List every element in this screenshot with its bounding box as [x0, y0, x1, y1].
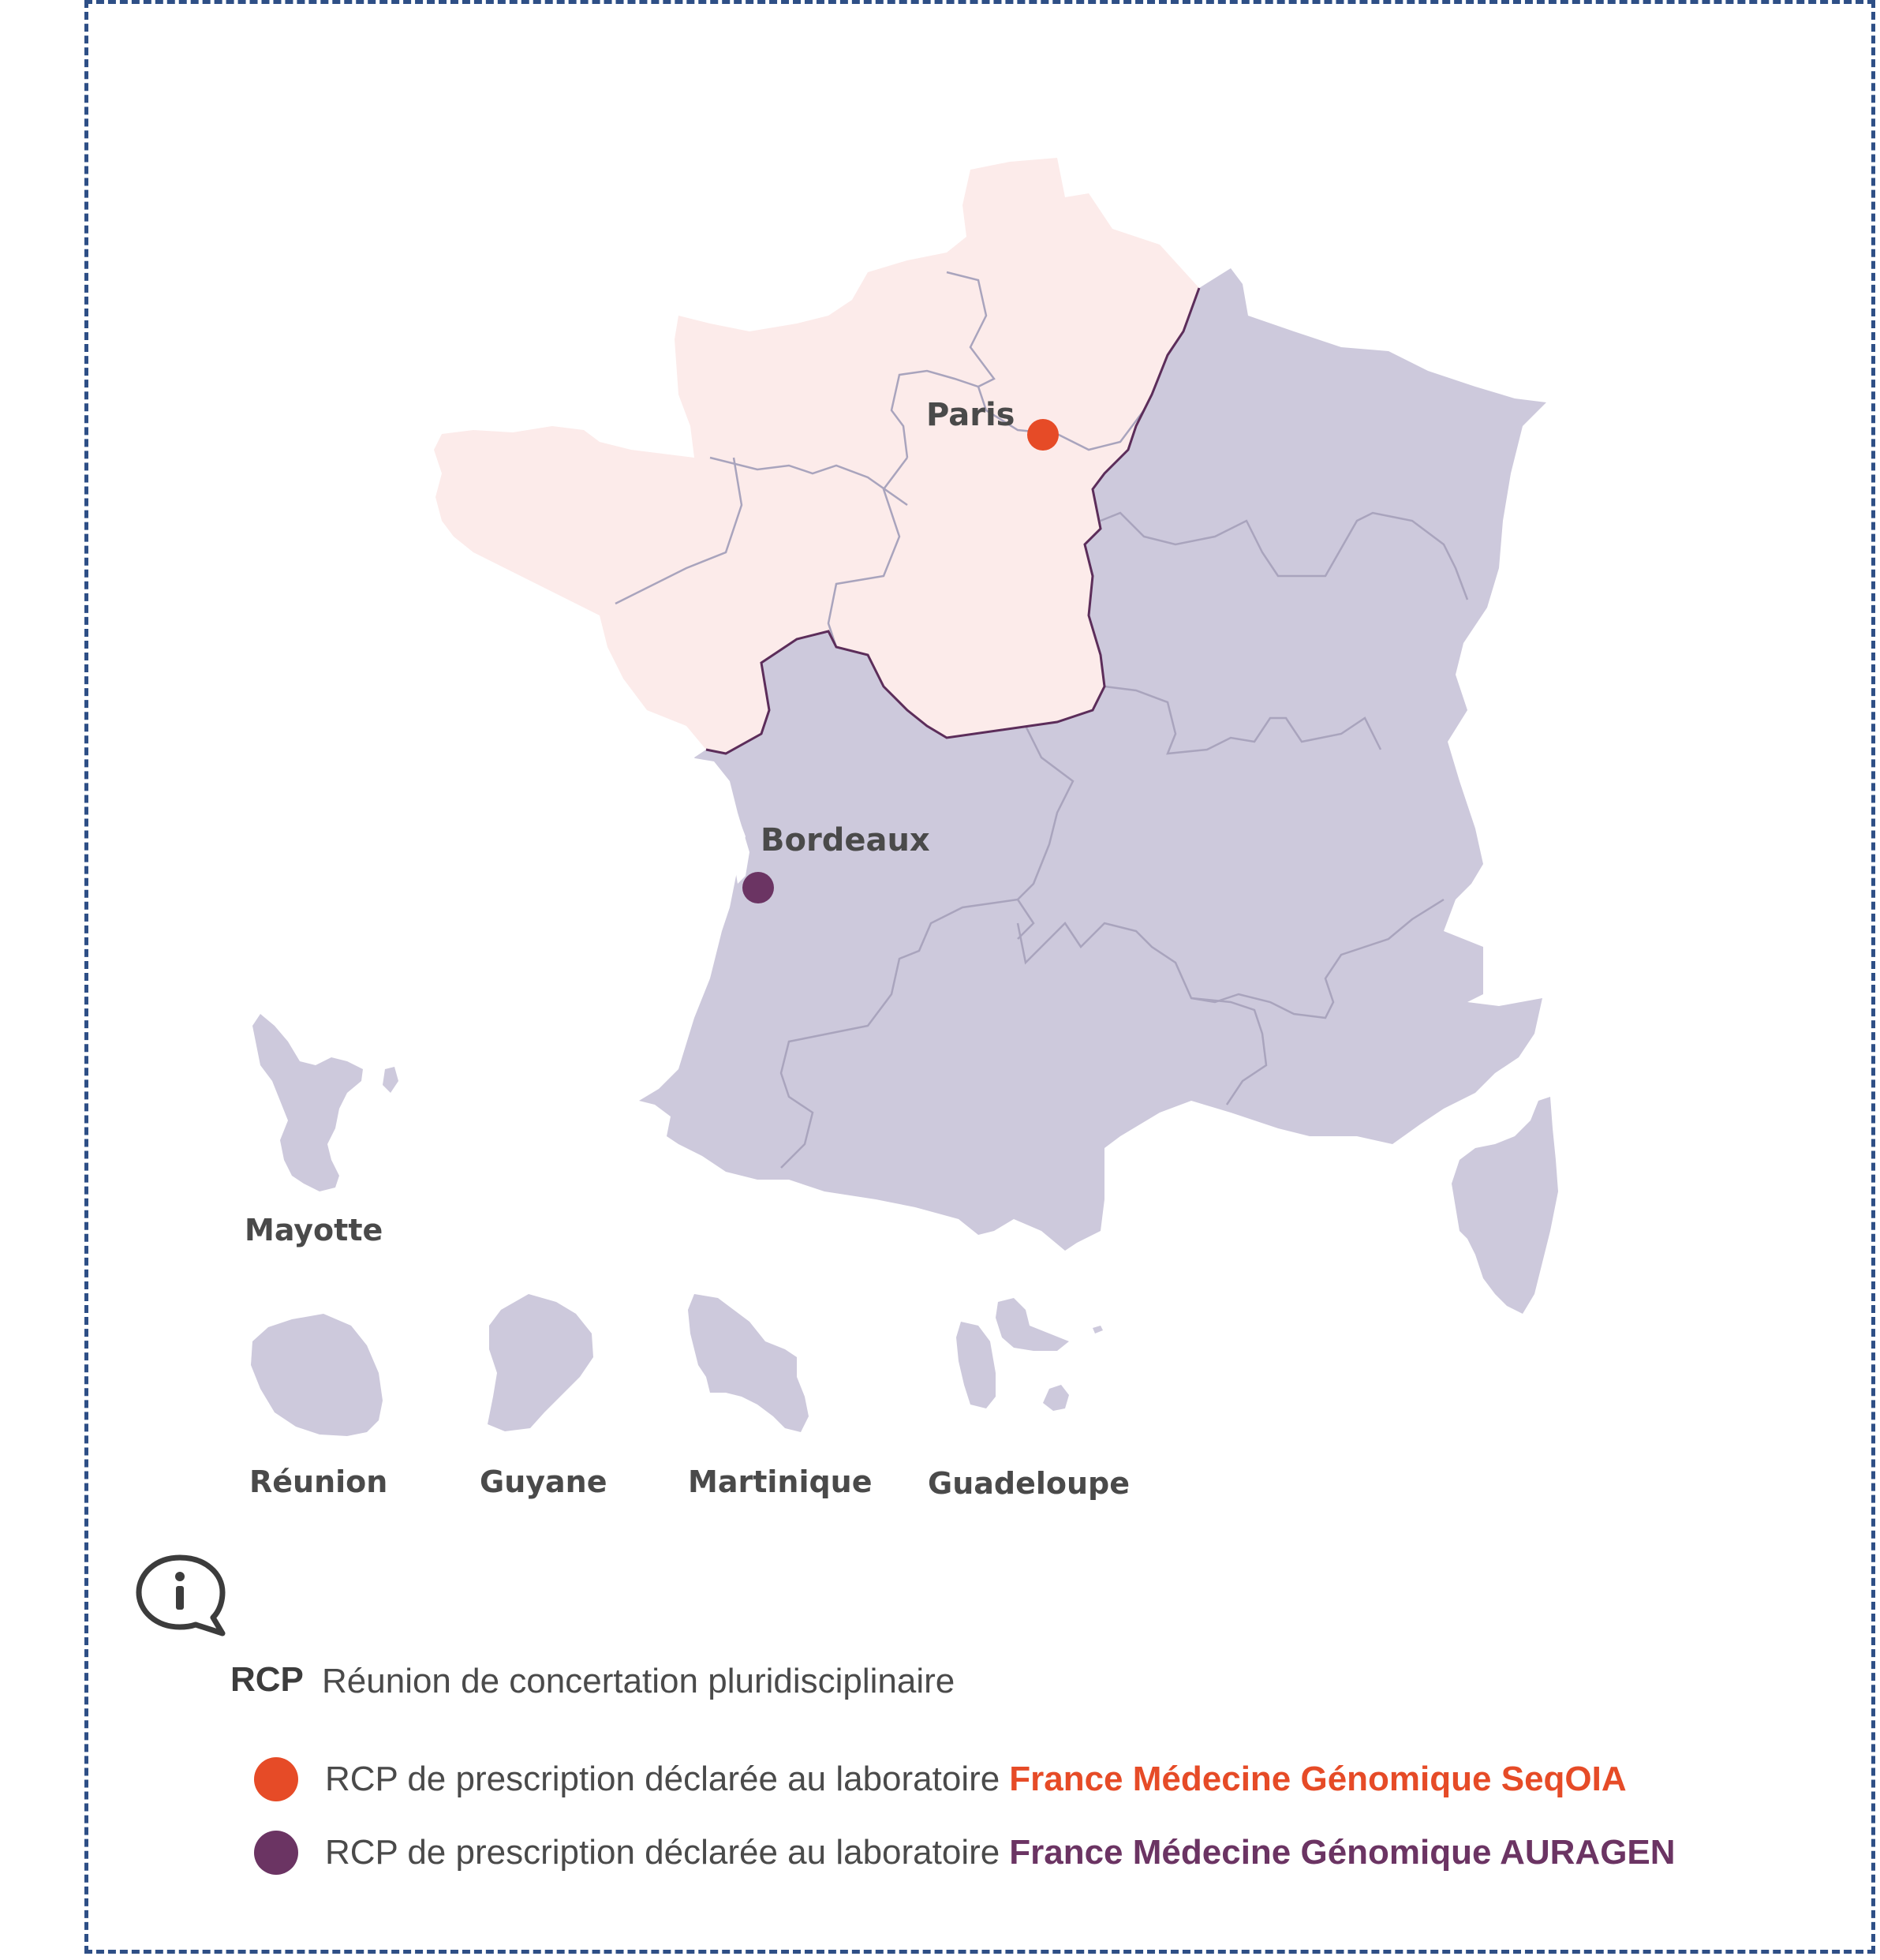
legend-item-text: RCP de prescription déclarée au laboratoire: [325, 1760, 1000, 1798]
mayotte-shape: [252, 1014, 363, 1191]
legend-item-seqoia: [254, 1756, 1627, 1803]
paris-label: Paris: [926, 397, 1015, 433]
martinique-shape: [688, 1294, 809, 1432]
legend-lab-auragen: France Médecine Génomique AURAGEN: [1009, 1833, 1676, 1872]
guadeloupe-desirade: [1093, 1326, 1103, 1333]
guyane-label: Guyane: [480, 1464, 607, 1499]
bordeaux-label: Bordeaux: [761, 822, 930, 858]
legend-item-auragen: [254, 1829, 1676, 1876]
paris-marker: [1027, 419, 1059, 451]
mayotte-small-island: [383, 1067, 398, 1093]
legend-item-text: RCP de prescription déclarée au laboratoire: [325, 1833, 1000, 1872]
guadeloupe-marie-galante: [1043, 1385, 1069, 1411]
corsica: [1452, 1097, 1558, 1314]
martinique-label: Martinique: [688, 1464, 873, 1499]
guadeloupe-label: Guadeloupe: [928, 1466, 1131, 1501]
seqoia-dot-icon: [254, 1757, 298, 1801]
legend-definition: Réunion de concertation pluridisciplinaire: [322, 1662, 955, 1700]
info-speech-bubble-icon: [134, 1551, 229, 1638]
reunion-shape: [251, 1314, 383, 1436]
auragen-dot-icon: [254, 1831, 298, 1875]
reunion-label: Réunion: [249, 1464, 388, 1499]
guadeloupe-basse-terre: [956, 1322, 996, 1408]
mayotte-label: Mayotte: [245, 1213, 383, 1247]
legend-abbreviation: RCP: [230, 1660, 304, 1699]
legend-lab-seqoia: France Médecine Génomique SeqOIA: [1009, 1760, 1627, 1798]
guadeloupe-grande-terre: [996, 1298, 1069, 1351]
bordeaux-marker: [742, 872, 774, 903]
guyane-shape: [488, 1294, 593, 1431]
